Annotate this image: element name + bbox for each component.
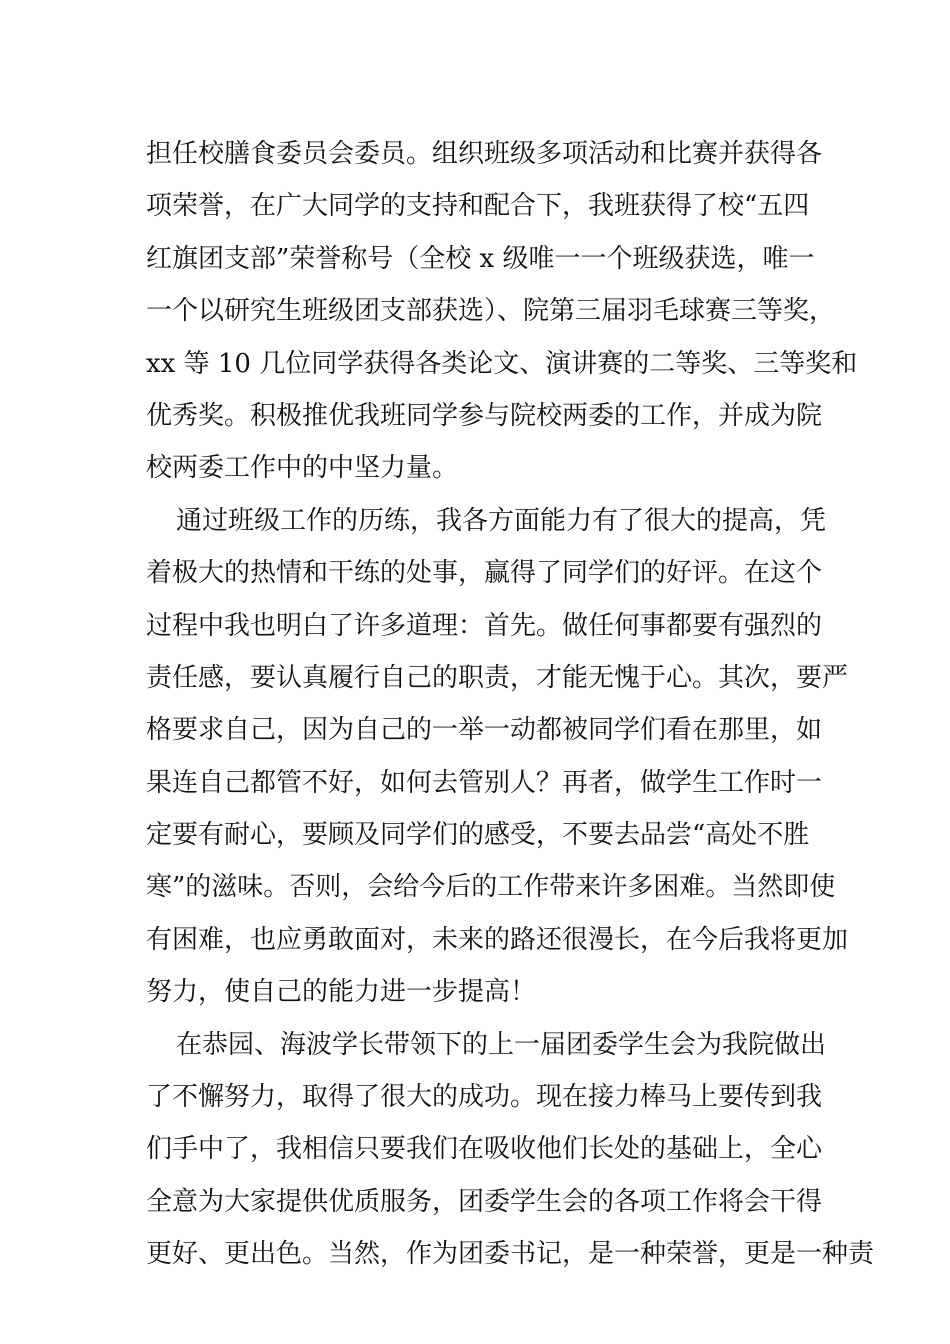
text-line: 担任校膳食委员会委员。组织班级多项活动和比赛并获得各 xyxy=(146,139,823,169)
text-line: 努力，使自己的能力进一步提高！ xyxy=(146,977,537,1008)
document-body xyxy=(146,128,875,1281)
text-line: 校两委工作中的中坚力量。 xyxy=(146,453,459,484)
text-line: 项荣誉，在广大同学的支持和配合下，我班获得了校“五四 xyxy=(146,191,810,222)
text-line: 优秀奖。积极推优我班同学参与院校两委的工作，并成为院 xyxy=(146,400,823,431)
text-line: 了不懈努力，取得了很大的成功。现在接力棒马上要传到我 xyxy=(146,1082,823,1113)
text-line: xx 等 10 几位同学获得各类论文、演讲赛的二等奖、三等奖和 xyxy=(146,348,858,379)
text-line: 在恭园、海波学长带领下的上一届团委学生会为我院做出 xyxy=(176,1029,827,1060)
text-line: 一个以研究生班级团支部获选）、院第三届羽毛球赛三等奖， xyxy=(146,296,836,327)
text-line: 红旗团支部”荣誉称号（全校 x 级唯一一个班级获选，唯一 xyxy=(146,243,815,274)
text-line: 格要求自己，因为自己的一举一动都被同学们看在那里，如 xyxy=(146,715,823,746)
text-line: 更好、更出色。当然，作为团委书记，是一种荣誉，更是一种责 xyxy=(146,1239,875,1270)
text-line: 全意为大家提供优质服务，团委学生会的各项工作将会干得 xyxy=(146,1186,823,1217)
text-line: 果连自己都管不好，如何去管别人？再者，做学生工作时一 xyxy=(146,767,823,798)
text-line: 着极大的热情和干练的处事，赢得了同学们的好评。在这个 xyxy=(146,558,823,589)
text-line: 过程中我也明白了许多道理：首先。做任何事都要有强烈的 xyxy=(146,610,823,641)
text-line: 们手中了，我相信只要我们在吸收他们长处的基础上，全心 xyxy=(146,1134,823,1165)
text-line: 通过班级工作的历练，我各方面能力有了很大的提高，凭 xyxy=(176,505,827,536)
text-line: 寒”的滋味。否则，会给今后的工作带来许多困难。当然即使 xyxy=(146,872,836,903)
text-line: 责任感，要认真履行自己的职责，才能无愧于心。其次，要严 xyxy=(146,662,849,693)
text-line: 有困难，也应勇敢面对，未来的路还很漫长，在今后我将更加 xyxy=(146,924,849,955)
text-line: 定要有耐心，要顾及同学们的感受，不要去品尝“高处不胜 xyxy=(146,820,810,851)
